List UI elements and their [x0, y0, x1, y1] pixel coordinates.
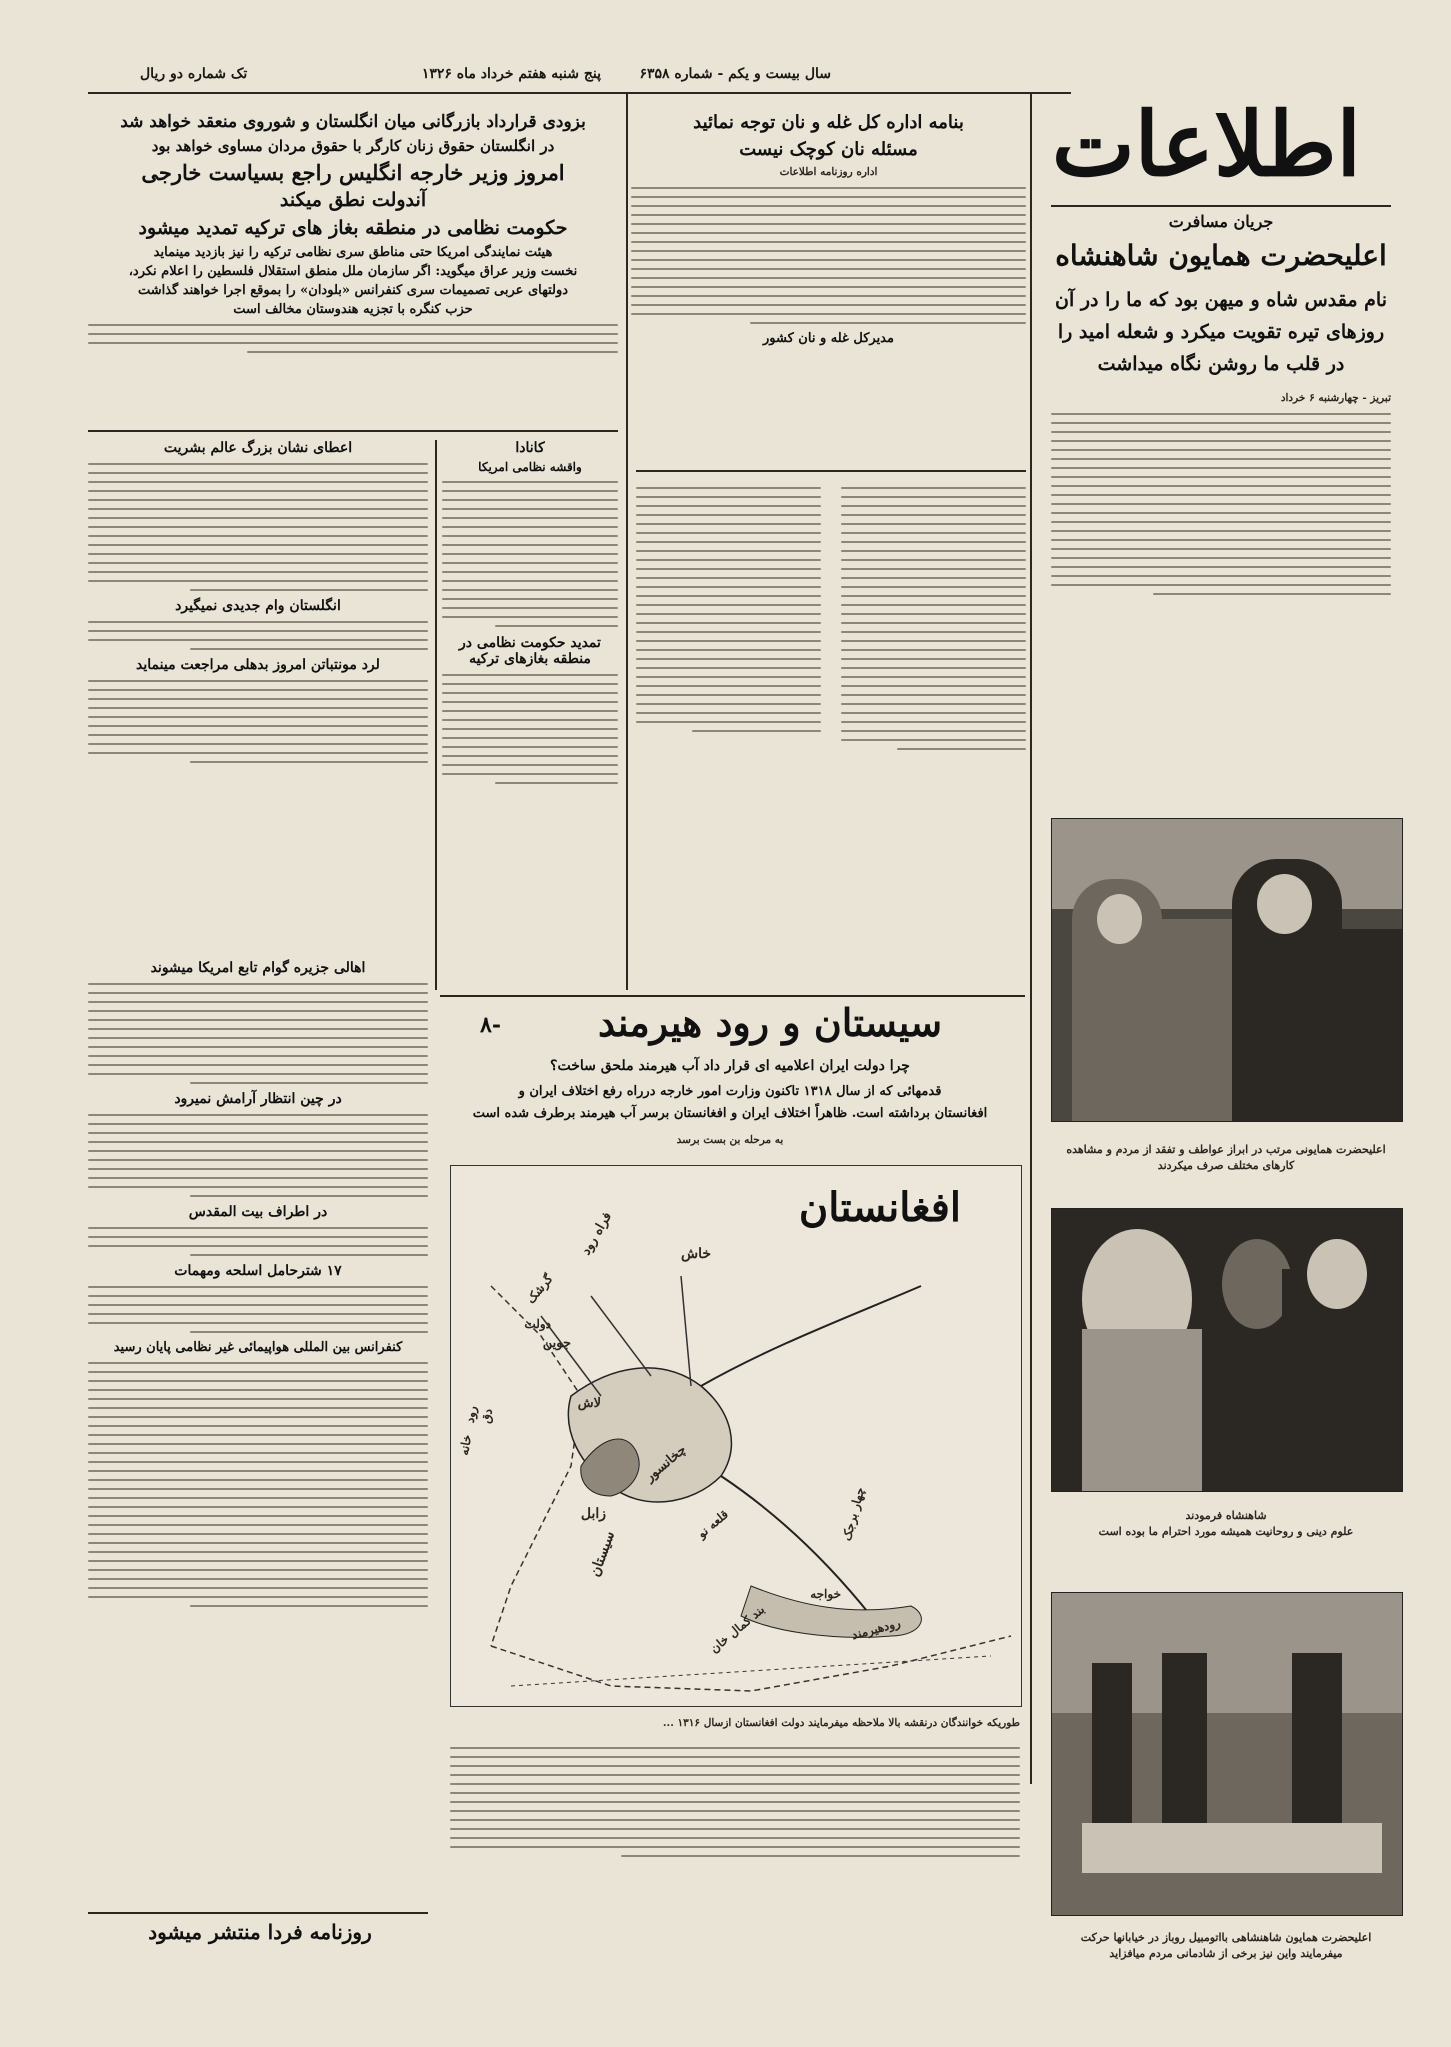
photo-clergy — [1051, 1208, 1403, 1492]
map-label-jovain: جوین — [542, 1336, 571, 1351]
column-rule-inner — [435, 440, 437, 990]
center-subhead: مسئله نان کوچک نیست — [739, 139, 918, 160]
issue-price: تک شماره دو ریال — [140, 66, 248, 82]
center-lower-text — [636, 480, 1026, 757]
map-label-qaleh-no: قلعه نو — [695, 1507, 732, 1541]
sistan-sub2: قدمهائی که از سال ۱۳۱۸ تاکنون وزارت امور خارجه درراه رفع اختلاف ایران و — [518, 1084, 942, 1099]
left-line3: امروز وزیر خارجه انگلیس راجع بسیاست خارجی — [141, 160, 565, 185]
right-subhead: نام مقدس شاه و میهن بود که ما را در آن روزهای تیره تقویت میکرد و شعله امید را در قلب ما روشن نگاه میداشت — [1055, 289, 1387, 375]
issue-date: پنج شنبه هفتم خرداد ماه ۱۳۲۶ — [421, 66, 601, 82]
sistan-top-rule — [440, 995, 1025, 997]
center-top-article — [631, 112, 1026, 346]
map-label-khajeh: خواجه — [810, 1587, 841, 1601]
column-rule-center — [626, 94, 628, 990]
map-label-lash: لاش — [577, 1396, 601, 1411]
sistan-bottom-text: طوریکه خوانندگان درنقشه بالا ملاحظه میفرمایند دولت افغانستان ازسال ۱۳۱۶ ... — [662, 1717, 1020, 1729]
left-sec10: کنفرانس بین المللی هواپیمائی غیر نظامی پایان رسید — [113, 1340, 403, 1355]
left-inner-column — [442, 440, 618, 791]
map-label-gereshk: گرشک — [523, 1271, 556, 1307]
left-sec9: ۱۷ شترحامل اسلحه ومهمات — [174, 1263, 342, 1279]
map-label-zabol: زابل — [580, 1506, 606, 1522]
map-label-khash: خاش — [680, 1246, 711, 1262]
left-line9: حزب کنگره با تجزیه هندوستان مخالف است — [233, 302, 473, 317]
photo-shah-crowd — [1051, 818, 1403, 1122]
map-label-farah: فراه رود — [579, 1209, 616, 1258]
map-title: افغانستان — [798, 1184, 961, 1231]
left-sec8: در اطراف بیت المقدس — [188, 1204, 328, 1220]
map-label-sistan: سیستان — [586, 1529, 618, 1579]
left-headline: بزودی قرارداد بازرگانی میان انگلستان و شوروی منعقد خواهد شد — [120, 112, 586, 132]
left-line5: حکومت نظامی در منطقه بغاز های ترکیه تمدید میشود — [138, 217, 568, 239]
photo1-caption: اعلیحضرت همایونی مرتب در ابراز عواطف و تفقد از مردم و مشاهده کارهای مختلف صرف میکردند — [1066, 1143, 1386, 1172]
center-headline: بنامه اداره کل غله و نان توجه نمائید — [693, 112, 964, 133]
left-lower-column — [88, 960, 428, 1614]
masthead-title: اطلاعات — [1051, 92, 1361, 196]
left-line6: هیئت نمایندگی امریکا حتی مناطق سری نظامی ترکیه را نیز بازدید مینماید — [153, 245, 553, 260]
map-label-doq: رود خانه دق — [456, 1404, 496, 1457]
issue-number: سال بیست و یکم - شماره ۶۳۵۸ — [639, 66, 831, 82]
left-sec4: لرد مونتباتن امروز بدهلی مراجعت مینماید — [136, 657, 380, 673]
header-rule — [88, 92, 1071, 94]
photo-motorcade — [1051, 1592, 1403, 1916]
right-body-text — [1051, 413, 1391, 595]
center-subtitle: اداره روزنامه اطلاعات — [779, 166, 878, 178]
left-line4: آندولت نطق میکند — [279, 189, 427, 211]
map-label-dowlat: دولت — [524, 1317, 551, 1331]
sistan-headline: سیستان و رود هیرمند — [597, 1000, 943, 1045]
photo2-caption: شاهنشاه فرمودند علوم دینی و روحانیت همیشه مورد احترام ما بوده است — [1098, 1509, 1354, 1538]
photo3-caption: اعلیحضرت همایون شاهنشاهی بااتومبیل روباز در خیابانها حرکت میفرمایند واین نیز برخی از شادمانی مردم میافزاید — [1080, 1931, 1372, 1960]
map-label-band-kamal: بند کمال خان — [707, 1602, 768, 1656]
map-label-river: رودهیرمند — [850, 1615, 902, 1643]
sistan-number: -۸ — [480, 1012, 501, 1038]
left-news-column — [88, 440, 428, 770]
center-body-text — [631, 187, 1026, 324]
left-sec6: اهالی جزیره گوام تابع امریکا میشوند — [150, 960, 366, 976]
left-line8: دولتهای عربی تصمیمات سری کنفرانس «بلودان» را بموقع اجرا خواهند گذاشت — [137, 283, 569, 298]
left-top-body — [88, 324, 618, 353]
left-top-article — [88, 112, 618, 360]
right-dateline: تبریز - چهارشنبه ۶ خرداد — [1280, 392, 1391, 404]
left-footer: روزنامه فردا منتشر میشود — [148, 1920, 372, 1944]
sistan-body-text — [450, 1740, 1020, 1864]
sistan-byline: به مرحله بن بست برسد — [676, 1134, 784, 1146]
left-sec7: در چین انتظار آرامش نمیرود — [174, 1091, 342, 1107]
sistan-map — [450, 1165, 1022, 1707]
right-kicker: جریان مسافرت — [1168, 212, 1274, 231]
center-divider — [636, 470, 1026, 472]
left-sec2b: واقشه نظامی امریکا — [478, 460, 582, 474]
map-label-chahar-borjak: چهار برجک — [839, 1485, 868, 1543]
map-label-chakhansur: چخانسور — [642, 1442, 690, 1485]
sistan-sub1: چرا دولت ایران اعلامیه ای قرار داد آب هیرمند ملحق ساخت؟ — [550, 1058, 910, 1074]
left-sec3: انگلستان وام جدیدی نمیگیرد — [175, 598, 341, 614]
right-headline: اعلیحضرت همایون شاهنشاه — [1055, 239, 1387, 272]
left-sec2: کانادا — [515, 440, 545, 456]
column-rule-right — [1030, 94, 1032, 1784]
left-line2: در انگلستان حقوق زنان کارگر با حقوق مردان مساوی خواهد بود — [151, 137, 555, 155]
left-sec5: تمدید حکومت نظامی در منطقه بغازهای ترکیه — [459, 635, 601, 667]
left-sec1: اعطای نشان بزرگ عالم بشریت — [163, 440, 353, 456]
right-column — [1051, 212, 1391, 602]
left-footer-rule — [88, 1912, 428, 1914]
masthead-rule — [1051, 205, 1391, 207]
left-divider — [88, 430, 618, 432]
center-byline: مدیرکل غله و نان کشور — [763, 331, 894, 346]
sistan-sub3: افغانستان برداشته است. ظاهراً اختلاف ایران و افغانستان برسر آب هیرمند برطرف شده است — [472, 1106, 988, 1121]
left-line7: نخست وزیر عراق میگوید: اگر سازمان ملل منطق استقلال فلسطین را اعلام نکرد، — [128, 264, 578, 279]
